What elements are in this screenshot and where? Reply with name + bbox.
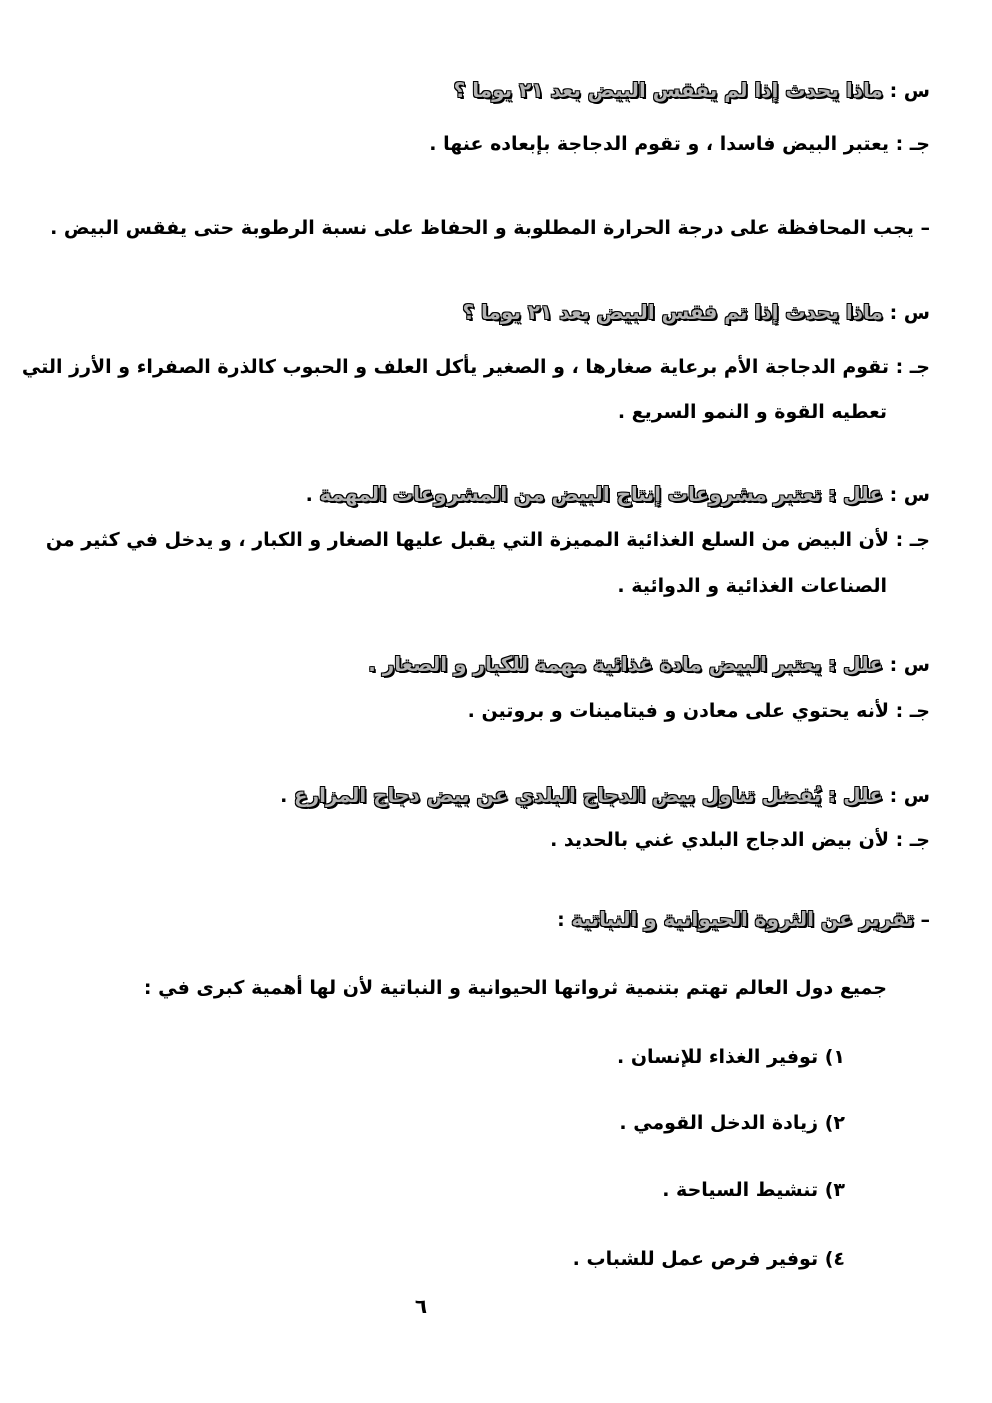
question-prefix: س : xyxy=(889,654,930,676)
report-item-1: ١) توفير الغذاء للإنسان . xyxy=(617,1046,845,1068)
report-item-2: ٢) زيادة الدخل القومي . xyxy=(619,1112,845,1134)
question-1 xyxy=(454,67,930,114)
question-4 xyxy=(368,641,930,688)
page-number: ٦ xyxy=(414,1294,428,1318)
report-item-3: ٣) تنشيط السياحة . xyxy=(662,1179,845,1201)
question-prefix: س : xyxy=(889,484,930,506)
answer-3-line-1: جـ : لأن البيض من السلع الغذائية المميزة التي يقبل عليها الصغار و الكبار ، و يدخل في كثير من xyxy=(45,529,930,551)
question-text: ماذا يحدث إذا لم يفقس البيض بعد ٢١ يوما ؟ xyxy=(453,78,883,102)
answer-2-line-1: جـ : تقوم الدجاجة الأم برعاية صغارها ، و الصغير يأكل العلف و الحبوب كالذرة الصفراء و الأرز التي xyxy=(21,356,930,378)
report-item-4: ٤) توفير فرص عمل للشباب . xyxy=(572,1248,845,1270)
report-dash: – xyxy=(920,909,930,931)
answer-5: جـ : لأن بيض الدجاج البلدي غني بالحديد . xyxy=(550,829,930,851)
question-text: علل : يعتبر البيض مادة غذائية مهمة للكبار و الصغار . xyxy=(368,652,883,676)
report-heading xyxy=(557,896,930,943)
answer-1: جـ : يعتبر البيض فاسدا ، و تقوم الدجاجة بإبعاده عنها . xyxy=(429,133,930,155)
question-2 xyxy=(462,289,930,336)
question-suffix: . xyxy=(305,484,313,506)
question-prefix: س : xyxy=(889,785,930,807)
question-prefix: س : xyxy=(889,80,930,102)
answer-4: جـ : لأنه يحتوي على معادن و فيتامينات و بروتين . xyxy=(467,700,930,722)
question-3 xyxy=(306,471,930,518)
question-5 xyxy=(280,772,930,819)
question-suffix: . xyxy=(280,785,288,807)
answer-2-line-2: تعطيه القوة و النمو السريع . xyxy=(617,401,887,423)
note: – يجب المحافظة على درجة الحرارة المطلوبة و الحفاظ على نسبة الرطوبة حتى يفقس البيض . xyxy=(50,217,930,239)
report-title-suffix: : xyxy=(557,909,565,931)
answer-3-line-2: الصناعات الغذائية و الدوائية . xyxy=(617,575,887,597)
question-text: علل : يُفضل تناول بيض الدجاج البلدي عن بيض دجاج المزارع xyxy=(293,783,883,807)
report-intro: جميع دول العالم تهتم بتنمية ثرواتها الحيوانية و النباتية لأن لها أهمية كبرى في : xyxy=(143,977,887,999)
question-text: ماذا يحدث إذا تم فقس البيض بعد ٢١ يوما ؟ xyxy=(462,300,883,324)
question-prefix: س : xyxy=(889,302,930,324)
report-title: تقرير عن الثروة الحيوانية و النباتية xyxy=(571,907,914,931)
question-text: علل : تعتبر مشروعات إنتاج البيض من المشروعات المهمة xyxy=(319,482,883,506)
